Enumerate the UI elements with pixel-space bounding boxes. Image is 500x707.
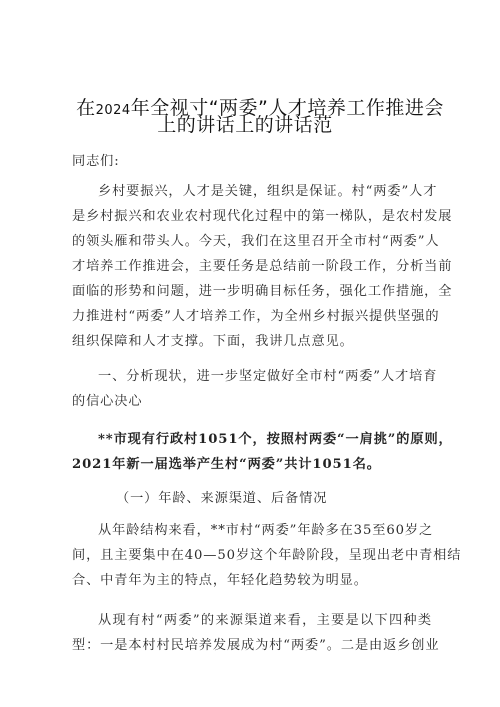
document-title-line-2: 上的讲话上的讲话范 <box>157 114 333 136</box>
section-1-heading-line-2: 的信心决心 <box>72 394 143 409</box>
salutation: 同志们: <box>72 154 120 169</box>
paragraph-1-line-5: 面临的形势和问题，进一步明确目标任务，强化工作措施，全 <box>72 284 453 299</box>
paragraph-3-line-2: 间，且主要集中在40—50岁这个年龄阶段，呈现出老中青相结 <box>72 548 462 563</box>
paragraph-1-line-1: 乡村要振兴，人才是关键，组织是保证。村“两委”人才 <box>98 184 438 199</box>
paragraph-1-line-6: 力推进村“两委”人才培养工作，为全州乡村振兴提供坚强的 <box>72 309 440 324</box>
title-suffix: 年全视寸“两委”人才培养工作推进会 <box>130 97 444 119</box>
paragraph-4-line-2: 型：一是本村村民培养发展成为村“两委”。二是由返乡创业 <box>72 638 440 653</box>
paragraph-1-line-7: 组织保障和人才支撑。下面，我讲几点意见。 <box>72 334 354 349</box>
title-prefix: 在 <box>76 97 96 119</box>
section-1-heading-line-1: 一、分析现状，进一步坚定做好全市村“两委”人才培育 <box>98 369 438 384</box>
paragraph-2-line-1: **市现有行政村1051个，按照村两委“一肩挑”的原则， <box>98 432 453 447</box>
paragraph-1-line-3: 的领头雁和带头人。今天，我们在这里召开全市村“两委”人 <box>72 234 440 249</box>
paragraph-1-line-4: 才培养工作推进会，主要任务是总结前一阶段工作，分析当前 <box>72 259 453 274</box>
paragraph-3-line-1: 从年龄结构来看，**市村“两委”年龄多在35至60岁之 <box>98 523 434 538</box>
paragraph-2-line-2: 2021年新一届选举产生村“两委”共计1051名。 <box>72 457 381 472</box>
paragraph-3-line-3: 合、中青年为主的特点，年轻化趋势较为明显。 <box>72 573 368 588</box>
title-year: 2024 <box>95 103 131 118</box>
paragraph-1-line-2: 是乡村振兴和农业农村现代化过程中的第一梯队，是农村发展 <box>72 209 453 224</box>
subsection-1-heading: （一）年龄、来源渠道、后备情况 <box>116 491 328 506</box>
paragraph-4-line-1: 从现有村“两委”的来源渠道来看，主要是以下四种类 <box>98 613 432 628</box>
